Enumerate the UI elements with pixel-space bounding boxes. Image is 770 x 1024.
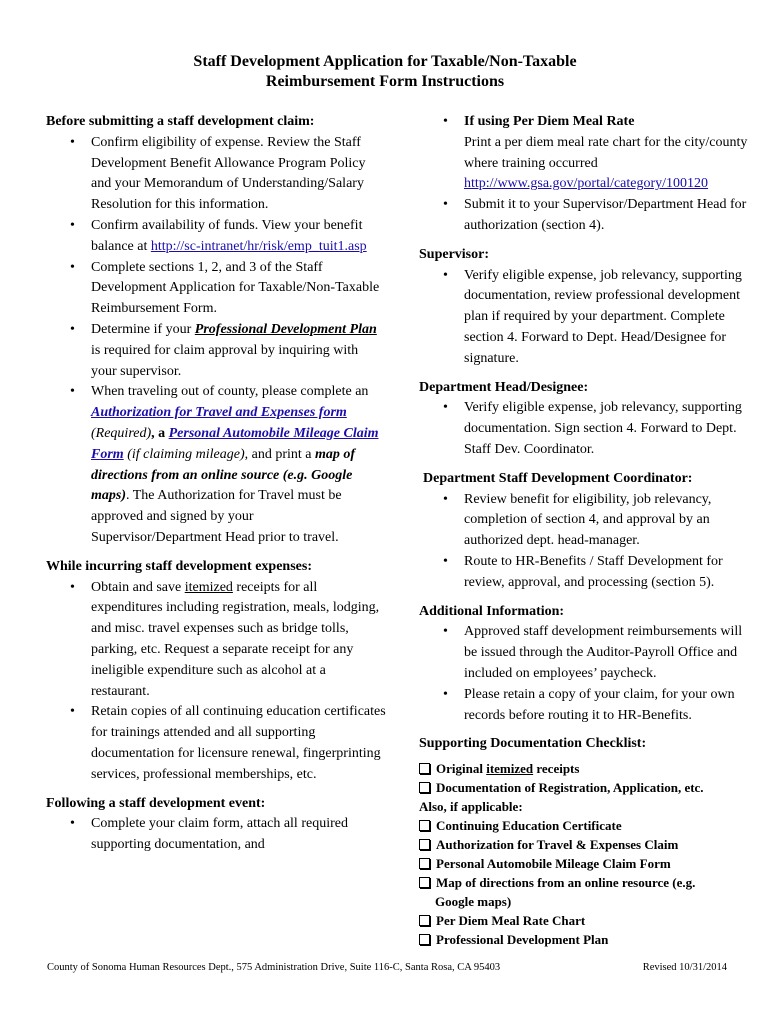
list-item-text: Submit it to your Supervisor/Department Head for authorization (section 4). bbox=[464, 197, 747, 233]
list-item bbox=[46, 578, 386, 703]
list-item-text: Route to HR-Benefits / Staff Development for review, approval, and processing (section 5). bbox=[464, 553, 723, 590]
required-note: (Required) bbox=[91, 425, 152, 441]
checklist-item bbox=[419, 759, 754, 778]
list-item bbox=[46, 320, 386, 382]
map-directions-text: map of directions from an online source (e.g. Google maps) bbox=[91, 446, 356, 504]
list-item bbox=[419, 398, 754, 460]
list-item bbox=[419, 266, 754, 370]
benefit-balance-link[interactable]: http://sc-intranet/hr/risk/emp_tuit1.asp bbox=[150, 238, 367, 254]
list-item-text: Confirm eligibility of expense. Review the Staff Development Benefit Allowance Program Policy and your Memorandum of Understanding/Salary Resolution for this information. bbox=[91, 134, 366, 213]
list-item bbox=[46, 216, 386, 258]
checkbox-icon[interactable] bbox=[419, 934, 430, 945]
perdiem-list bbox=[419, 112, 754, 237]
list-item bbox=[46, 382, 386, 548]
itemized-text: itemized bbox=[486, 761, 534, 777]
list-item-text: Approved staff development reimbursements will be issued through the Auditor-Payroll Office and included on employees’ paycheck. bbox=[464, 624, 743, 681]
list-item-text: Please retain a copy of your claim, for your own records before routing it to HR-Benefits. bbox=[464, 686, 735, 723]
checklist-item bbox=[419, 778, 754, 797]
list-item-text: Complete your claim form, attach all required supporting documentation, and bbox=[91, 816, 348, 853]
left-column bbox=[46, 112, 386, 856]
dept-head-heading: Department Head/Designee: bbox=[419, 379, 589, 395]
list-item-text: Retain copies of all continuing education certificates for trainings attended and all supporting documentation for licensure renewal, fingerprinting services, professional memberships, etc. bbox=[91, 704, 386, 782]
list-item-text: . The Authorization for Travel must be approved and signed by your Supervisor/Department Head prior to travel. bbox=[91, 488, 342, 545]
checkbox-icon[interactable] bbox=[419, 820, 430, 831]
checklist-item bbox=[419, 835, 754, 854]
checkbox-icon[interactable] bbox=[419, 915, 430, 926]
page-title bbox=[0, 52, 770, 92]
itemized-text: itemized bbox=[184, 579, 233, 595]
checklist-item bbox=[419, 873, 754, 892]
list-item bbox=[419, 622, 754, 684]
checklist-item bbox=[419, 854, 754, 873]
mileage-claim-link[interactable]: Personal Automobile Mileage Claim Form bbox=[91, 425, 379, 462]
additional-list bbox=[419, 622, 754, 726]
supervisor-heading: Supervisor: bbox=[419, 246, 489, 262]
checklist-item bbox=[419, 930, 754, 949]
perdiem-heading: If using Per Diem Meal Rate bbox=[464, 114, 635, 129]
list-item-text: , a bbox=[151, 425, 166, 441]
list-item bbox=[419, 112, 754, 195]
mileage-note: (if claiming mileage) bbox=[127, 446, 245, 462]
list-item-text: Print a per diem meal rate chart for the city/county where training occurred bbox=[464, 134, 748, 171]
footer-revised: Revised 10/31/2014 bbox=[642, 962, 727, 973]
footer bbox=[47, 962, 727, 973]
list-item bbox=[419, 490, 754, 552]
before-list bbox=[46, 133, 386, 549]
checklist-text: Map of directions from an online resource (e.g. bbox=[436, 875, 696, 891]
list-item-text: Confirm availability of funds. View your benefit balance at bbox=[91, 217, 363, 254]
list-item-text: Obtain and save bbox=[91, 579, 182, 595]
checklist-item bbox=[419, 911, 754, 930]
checklist-text: Professional Development Plan bbox=[436, 932, 609, 948]
list-item bbox=[46, 814, 386, 856]
list-item bbox=[46, 258, 386, 320]
title-line-2: Reimbursement Form Instructions bbox=[265, 73, 505, 90]
checklist-text: Original bbox=[436, 761, 483, 777]
list-item-text: Complete sections 1, 2, and 3 of the Staff Development Application for Taxable/Non-Taxable Reimbursement Form. bbox=[91, 259, 380, 317]
checklist-text: Continuing Education Certificate bbox=[436, 818, 622, 834]
coordinator-list bbox=[419, 490, 754, 594]
checklist bbox=[419, 759, 754, 949]
dept-head-list bbox=[419, 398, 754, 460]
checklist-text: Documentation of Registration, Application, etc. bbox=[436, 780, 704, 796]
list-item bbox=[419, 552, 754, 594]
list-item bbox=[46, 702, 386, 785]
checklist-text: Google maps) bbox=[435, 894, 512, 910]
title-line-1: Staff Development Application for Taxable/Non-Taxable bbox=[193, 53, 577, 70]
list-item-text: Determine if your bbox=[91, 321, 192, 337]
list-item-text: Review benefit for eligibility, job relevancy, completion of section 4, and approval by an authorized dept. head-manager. bbox=[464, 491, 712, 549]
checklist-text: Authorization for Travel & Expenses Claim bbox=[436, 837, 679, 853]
checklist-item bbox=[419, 816, 754, 835]
list-item-text: receipts for all expenditures including registration, meals, lodging, and misc. travel expenses such as bridge tolls, parking, etc. Request a separate receipt for any ineligible expenditure such as alcohol at a restaurant. bbox=[91, 579, 380, 699]
coordinator-heading: Department Staff Development Coordinator: bbox=[423, 470, 693, 486]
right-column bbox=[419, 112, 754, 949]
also-applicable-label: Also, if applicable: bbox=[419, 799, 523, 815]
list-item-text: , and print a bbox=[244, 446, 312, 462]
checkbox-icon[interactable] bbox=[419, 858, 430, 869]
footer-address: County of Sonoma Human Resources Dept., 575 Administration Drive, Suite 116-C, Santa Rosa, CA 95403 bbox=[47, 962, 501, 973]
travel-authorization-link[interactable]: Authorization for Travel and Expenses form bbox=[91, 405, 347, 421]
list-item-text: is required for claim approval by inquiring with your supervisor. bbox=[91, 342, 359, 379]
checkbox-icon[interactable] bbox=[419, 839, 430, 850]
checkbox-icon[interactable] bbox=[419, 763, 430, 774]
professional-development-plan-text: Professional Development Plan bbox=[194, 321, 377, 337]
checklist-text: Personal Automobile Mileage Claim Form bbox=[436, 856, 671, 872]
list-item bbox=[46, 133, 386, 216]
checklist-text: receipts bbox=[536, 761, 580, 777]
while-list bbox=[46, 578, 386, 786]
before-heading: Before submitting a staff development claim: bbox=[46, 114, 315, 129]
list-item bbox=[419, 195, 754, 237]
checkbox-icon[interactable] bbox=[419, 877, 430, 888]
additional-heading: Additional Information: bbox=[419, 603, 565, 619]
list-item-text: Verify eligible expense, job relevancy, supporting documentation. Sign section 4. Forward to Dept. Staff Dev. Coordinator. bbox=[464, 400, 742, 457]
checklist-text: Per Diem Meal Rate Chart bbox=[436, 913, 586, 929]
gsa-per-diem-link[interactable]: http://www.gsa.gov/portal/category/100120 bbox=[464, 176, 709, 192]
following-heading: Following a staff development event: bbox=[46, 795, 266, 811]
list-item bbox=[419, 685, 754, 727]
list-item-text: When traveling out of county, please complete an bbox=[91, 384, 369, 400]
supervisor-list bbox=[419, 266, 754, 370]
checklist-heading: Supporting Documentation Checklist: bbox=[419, 736, 647, 752]
following-list bbox=[46, 814, 386, 856]
list-item-text: Verify eligible expense, job relevancy, supporting documentation, review professional development plan if required by your department. Complete section 4. Forward to Dept. Head/Designee for signature. bbox=[464, 267, 742, 366]
checkbox-icon[interactable] bbox=[419, 782, 430, 793]
while-heading: While incurring staff development expenses: bbox=[46, 558, 312, 574]
